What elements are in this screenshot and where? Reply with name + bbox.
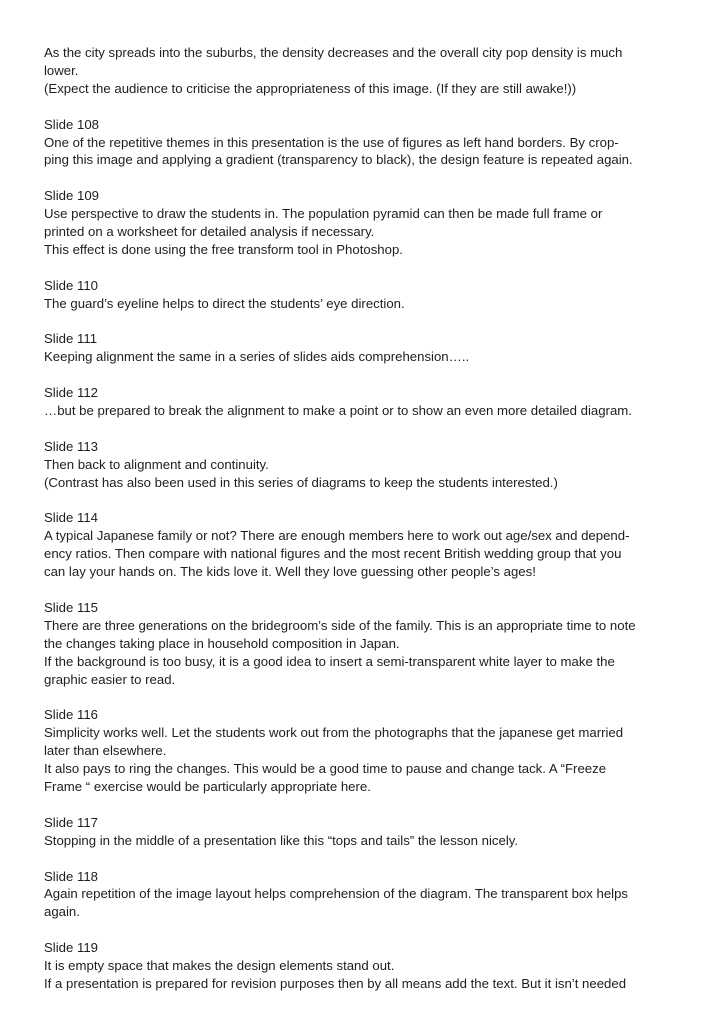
text-line: Keeping alignment the same in a series of slides aids comprehension….. xyxy=(44,349,470,365)
slide-heading: Slide 109 xyxy=(44,188,99,204)
text-line: It also pays to ring the changes. This would be a good time to pause and change tack. A “Freeze xyxy=(44,761,607,777)
paragraph-slide-115 xyxy=(44,599,714,689)
paragraph-slide-117 xyxy=(44,814,714,850)
text-line: Use perspective to draw the students in. The population pyramid can then be made full frame or xyxy=(44,206,603,222)
text-line: printed on a worksheet for detailed analysis if necessary. xyxy=(44,224,375,240)
slide-heading: Slide 114 xyxy=(44,510,99,526)
paragraph-slide-119 xyxy=(44,939,714,993)
paragraph-slide-114 xyxy=(44,509,714,581)
slide-heading: Slide 111 xyxy=(44,331,98,347)
text-line: As the city spreads into the suburbs, the density decreases and the overall city pop density is much xyxy=(44,45,623,60)
text-line: The guard’s eyeline helps to direct the students’ eye direction. xyxy=(44,295,405,311)
text-line: There are three generations on the bridegroom’s side of the family. This is an appropriate time to note xyxy=(44,617,636,633)
text-line: A typical Japanese family or not? There are enough members here to work out age/sex and depend- xyxy=(44,528,630,544)
slide-heading: Slide 113 xyxy=(44,438,99,454)
text-line: Simplicity works well. Let the students work out from the photographs that the japanese get married xyxy=(44,725,624,741)
text-line: If the background is too busy, it is a good idea to insert a semi-transparent white layer to make the xyxy=(44,653,615,669)
text-line: Then back to alignment and continuity. xyxy=(44,456,269,472)
slide-heading: Slide 108 xyxy=(44,116,99,132)
text-line: (Expect the audience to criticise the appropriateness of this image. (If they are still awake!)) xyxy=(44,80,577,96)
paragraph-slide-112 xyxy=(44,384,714,420)
paragraph-slide-116 xyxy=(44,706,714,796)
paragraph-slide-118 xyxy=(44,868,714,922)
text-line: Stopping in the middle of a presentation like this “tops and tails” the lesson nicely. xyxy=(44,832,519,848)
slide-heading: Slide 117 xyxy=(44,814,99,830)
paragraph-intro xyxy=(44,44,714,98)
slide-heading: Slide 116 xyxy=(44,707,99,723)
text-line: ency ratios. Then compare with national figures and the most recent British wedding group that you xyxy=(44,546,622,562)
text-line: ping this image and applying a gradient (transparency to black), the design feature is repeated again. xyxy=(44,152,633,168)
slide-heading: Slide 119 xyxy=(44,940,99,956)
text-line: One of the repetitive themes in this presentation is the use of figures as left hand borders. By crop- xyxy=(44,134,619,150)
text-line: again. xyxy=(44,904,80,920)
text-line: (Contrast has also been used in this series of diagrams to keep the students interested.) xyxy=(44,474,558,490)
text-line: lower. xyxy=(44,62,79,78)
text-line: If a presentation is prepared for revision purposes then by all means add the text. But it isn’t needed xyxy=(44,975,627,991)
paragraph-slide-113 xyxy=(44,438,714,492)
text-line: Again repetition of the image layout helps comprehension of the diagram. The transparent box helps xyxy=(44,886,629,902)
text-line: graphic easier to read. xyxy=(44,671,176,687)
document-page xyxy=(44,44,714,1011)
text-line: It is empty space that makes the design elements stand out. xyxy=(44,958,395,974)
slide-heading: Slide 115 xyxy=(44,599,99,615)
paragraph-slide-108 xyxy=(44,116,714,170)
text-line: This effect is done using the free transform tool in Photoshop. xyxy=(44,241,403,257)
slide-heading: Slide 110 xyxy=(44,277,99,293)
slide-heading: Slide 112 xyxy=(44,385,99,401)
text-line: later than elsewhere. xyxy=(44,743,167,759)
text-line: the changes taking place in household composition in Japan. xyxy=(44,635,400,651)
paragraph-slide-110 xyxy=(44,277,714,313)
text-line: can lay your hands on. The kids love it. Well they love guessing other people’s ages! xyxy=(44,564,536,580)
slide-heading: Slide 118 xyxy=(44,868,99,884)
text-line: …but be prepared to break the alignment to make a point or to show an even more detailed diagram. xyxy=(44,403,632,419)
paragraph-slide-111 xyxy=(44,330,714,366)
paragraph-slide-109 xyxy=(44,187,714,259)
text-line: Frame “ exercise would be particularly appropriate here. xyxy=(44,779,371,795)
